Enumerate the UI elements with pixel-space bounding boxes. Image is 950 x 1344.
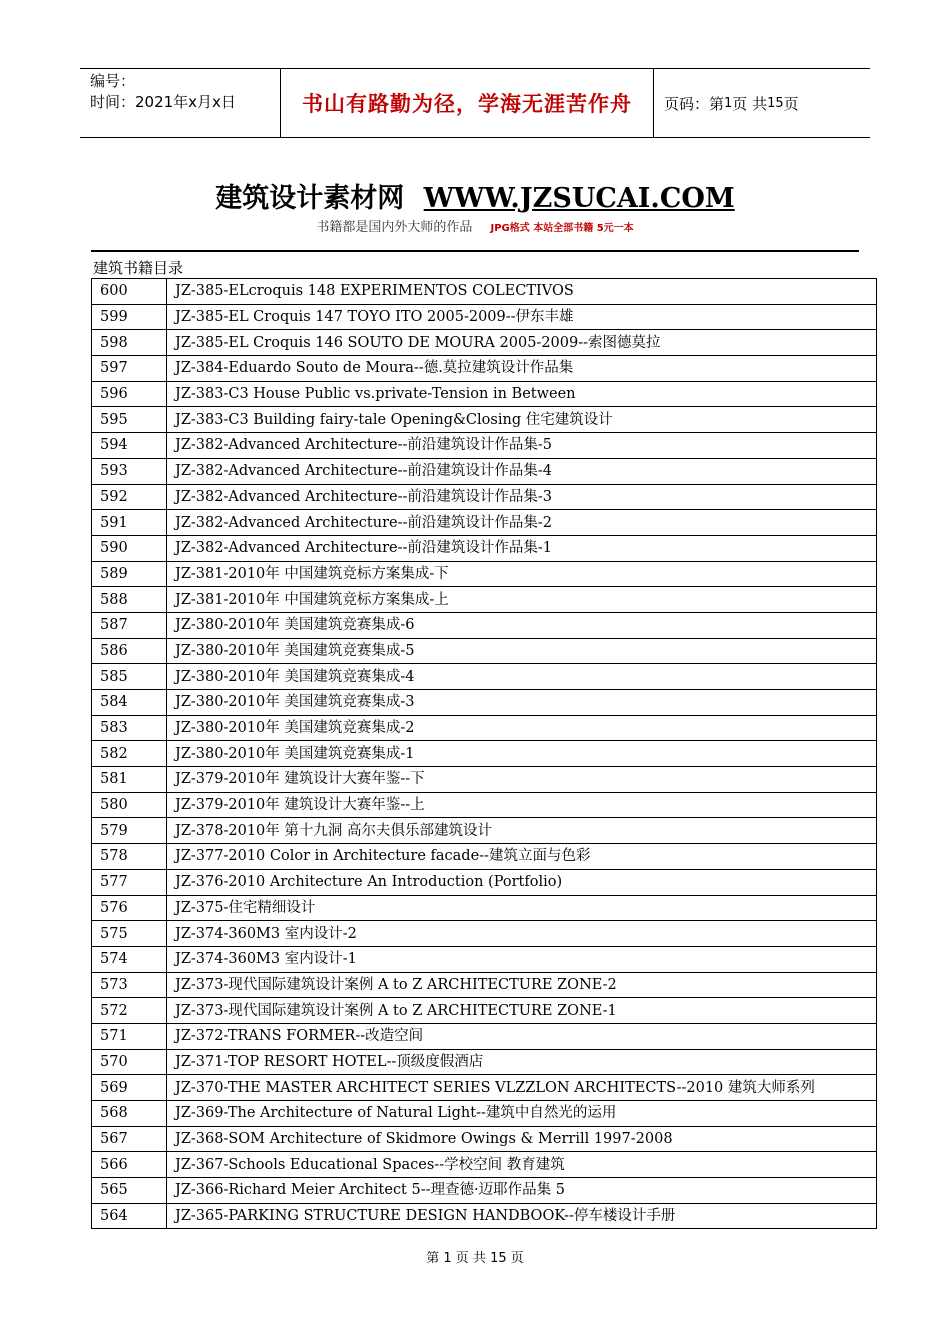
book-number: 564 [92, 1203, 167, 1229]
book-name: JZ-374-360M3 室内设计-1 [167, 946, 877, 972]
page-mid: 页 共 [732, 94, 768, 113]
book-table [91, 278, 877, 1229]
book-number: 569 [92, 1075, 167, 1101]
book-name: JZ-381-2010年 中国建筑竞标方案集成-下 [167, 561, 877, 587]
book-number: 572 [92, 998, 167, 1024]
table-row [92, 741, 877, 767]
book-name: JZ-367-Schools Educational Spaces--学校空间 教育建筑 [167, 1152, 877, 1178]
table-row [92, 356, 877, 382]
book-number: 570 [92, 1049, 167, 1075]
book-name: JZ-380-2010年 美国建筑竞赛集成-3 [167, 690, 877, 716]
book-number: 587 [92, 612, 167, 638]
book-name: JZ-365-PARKING STRUCTURE DESIGN HANDBOOK--停车楼设计手册 [167, 1203, 877, 1229]
promo-text: JPG格式 本站全部书籍 5元一本 [490, 223, 634, 234]
site-title [0, 176, 950, 215]
table-row [92, 1178, 877, 1204]
table-row [92, 587, 877, 613]
book-number: 599 [92, 304, 167, 330]
book-name: JZ-373-现代国际建筑设计案例 A to Z ARCHITECTURE ZONE-2 [167, 972, 877, 998]
table-row [92, 895, 877, 921]
book-name: JZ-379-2010年 建筑设计大赛年鉴--上 [167, 792, 877, 818]
footer-prefix: 第 [426, 1251, 440, 1266]
table-row [92, 1049, 877, 1075]
book-number: 592 [92, 484, 167, 510]
table-row [92, 869, 877, 895]
page-header [80, 68, 870, 138]
table-row [92, 279, 877, 305]
book-name: JZ-385-EL Croquis 146 SOUTO DE MOURA 2005-2009--索图德莫拉 [167, 330, 877, 356]
footer-page: 1 [443, 1251, 452, 1266]
book-number: 588 [92, 587, 167, 613]
page-prefix: 页码：第 [664, 94, 725, 113]
table-row [92, 510, 877, 536]
book-number: 581 [92, 767, 167, 793]
book-number: 567 [92, 1126, 167, 1152]
table-row [92, 535, 877, 561]
book-number: 597 [92, 356, 167, 382]
book-name: JZ-383-C3 House Public vs.private-Tension in Between [167, 381, 877, 407]
list-title: 建筑书籍目录 [93, 259, 184, 277]
book-number: 568 [92, 1101, 167, 1127]
code-label: 编号： [90, 72, 136, 90]
book-name: JZ-373-现代国际建筑设计案例 A to Z ARCHITECTURE ZONE-1 [167, 998, 877, 1024]
table-row [92, 638, 877, 664]
book-number: 579 [92, 818, 167, 844]
book-number: 573 [92, 972, 167, 998]
site-url[interactable]: WWW.JZSUCAI.COM [423, 183, 735, 214]
table-row [92, 1023, 877, 1049]
page-suffix: 页 [783, 94, 799, 113]
book-name: JZ-366-Richard Meier Architect 5--理查德·迈耶作品集 5 [167, 1178, 877, 1204]
table-row [92, 767, 877, 793]
book-number: 585 [92, 664, 167, 690]
book-number: 590 [92, 535, 167, 561]
table-row [92, 690, 877, 716]
book-number: 583 [92, 715, 167, 741]
book-name: JZ-380-2010年 美国建筑竞赛集成-4 [167, 664, 877, 690]
table-row [92, 921, 877, 947]
book-number: 593 [92, 458, 167, 484]
page-total: 15 [767, 95, 784, 111]
book-number: 578 [92, 844, 167, 870]
time-label: 时间：2021年x月x日 [90, 93, 236, 111]
table-row [92, 1126, 877, 1152]
book-number: 575 [92, 921, 167, 947]
book-number: 586 [92, 638, 167, 664]
table-row [92, 330, 877, 356]
book-number: 571 [92, 1023, 167, 1049]
book-name: JZ-380-2010年 美国建筑竞赛集成-6 [167, 612, 877, 638]
book-name: JZ-380-2010年 美国建筑竞赛集成-2 [167, 715, 877, 741]
book-number: 600 [92, 279, 167, 305]
book-number: 574 [92, 946, 167, 972]
site-name: 建筑设计素材网 [215, 183, 405, 214]
book-name: JZ-382-Advanced Architecture--前沿建筑设计作品集-2 [167, 510, 877, 536]
book-name: JZ-370-THE MASTER ARCHITECT SERIES VLZZLON ARCHITECTS--2010 建筑大师系列 [167, 1075, 877, 1101]
table-row [92, 818, 877, 844]
footer-suffix: 页 [510, 1251, 524, 1266]
book-name: JZ-374-360M3 室内设计-2 [167, 921, 877, 947]
book-name: JZ-379-2010年 建筑设计大赛年鉴--下 [167, 767, 877, 793]
book-name: JZ-385-ELcroquis 148 EXPERIMENTOS COLECTIVOS [167, 279, 877, 305]
table-row [92, 381, 877, 407]
divider [91, 250, 859, 252]
book-number: 582 [92, 741, 167, 767]
book-number: 589 [92, 561, 167, 587]
subtitle-text: 书籍都是国内外大师的作品 [316, 220, 473, 235]
page-indicator [654, 69, 870, 137]
table-row [92, 433, 877, 459]
book-name: JZ-382-Advanced Architecture--前沿建筑设计作品集-1 [167, 535, 877, 561]
page-current: 1 [724, 95, 733, 111]
book-number: 565 [92, 1178, 167, 1204]
header-info [80, 69, 281, 137]
book-name: JZ-378-2010年 第十九洞 高尔夫俱乐部建筑设计 [167, 818, 877, 844]
table-row [92, 715, 877, 741]
book-name: JZ-382-Advanced Architecture--前沿建筑设计作品集-4 [167, 458, 877, 484]
site-subtitle [0, 216, 950, 235]
motto: 书山有路勤为径，学海无涯苦作舟 [281, 69, 654, 137]
table-row [92, 972, 877, 998]
book-name: JZ-375-住宅精细设计 [167, 895, 877, 921]
book-name: JZ-383-C3 Building fairy-tale Opening&Closing 住宅建筑设计 [167, 407, 877, 433]
book-name: JZ-382-Advanced Architecture--前沿建筑设计作品集-5 [167, 433, 877, 459]
book-name: JZ-376-2010 Architecture An Introduction (Portfolio) [167, 869, 877, 895]
book-name: JZ-371-TOP RESORT HOTEL--顶级度假酒店 [167, 1049, 877, 1075]
table-row [92, 484, 877, 510]
table-row [92, 1075, 877, 1101]
table-row [92, 407, 877, 433]
book-name: JZ-381-2010年 中国建筑竞标方案集成-上 [167, 587, 877, 613]
footer-mid: 页 共 [455, 1251, 486, 1266]
book-name: JZ-377-2010 Color in Architecture facade--建筑立面与色彩 [167, 844, 877, 870]
table-row [92, 664, 877, 690]
book-number: 580 [92, 792, 167, 818]
table-row [92, 792, 877, 818]
table-row [92, 1101, 877, 1127]
book-number: 591 [92, 510, 167, 536]
book-number: 584 [92, 690, 167, 716]
book-name: JZ-369-The Architecture of Natural Light--建筑中自然光的运用 [167, 1101, 877, 1127]
book-name: JZ-385-EL Croquis 147 TOYO ITO 2005-2009--伊东丰雄 [167, 304, 877, 330]
book-name: JZ-380-2010年 美国建筑竞赛集成-5 [167, 638, 877, 664]
book-number: 598 [92, 330, 167, 356]
book-number: 566 [92, 1152, 167, 1178]
table-row [92, 946, 877, 972]
table-row [92, 1203, 877, 1229]
book-number: 577 [92, 869, 167, 895]
book-number: 595 [92, 407, 167, 433]
book-name: JZ-382-Advanced Architecture--前沿建筑设计作品集-3 [167, 484, 877, 510]
table-row [92, 304, 877, 330]
book-number: 576 [92, 895, 167, 921]
book-name: JZ-368-SOM Architecture of Skidmore Owings & Merrill 1997-2008 [167, 1126, 877, 1152]
table-row [92, 612, 877, 638]
book-name: JZ-380-2010年 美国建筑竞赛集成-1 [167, 741, 877, 767]
book-name: JZ-384-Eduardo Souto de Moura--德.莫拉建筑设计作品集 [167, 356, 877, 382]
table-row [92, 1152, 877, 1178]
footer-total: 15 [490, 1251, 507, 1266]
table-row [92, 998, 877, 1024]
page-footer [0, 1247, 950, 1266]
book-number: 596 [92, 381, 167, 407]
book-name: JZ-372-TRANS FORMER--改造空间 [167, 1023, 877, 1049]
book-number: 594 [92, 433, 167, 459]
table-row [92, 561, 877, 587]
table-row [92, 844, 877, 870]
table-row [92, 458, 877, 484]
